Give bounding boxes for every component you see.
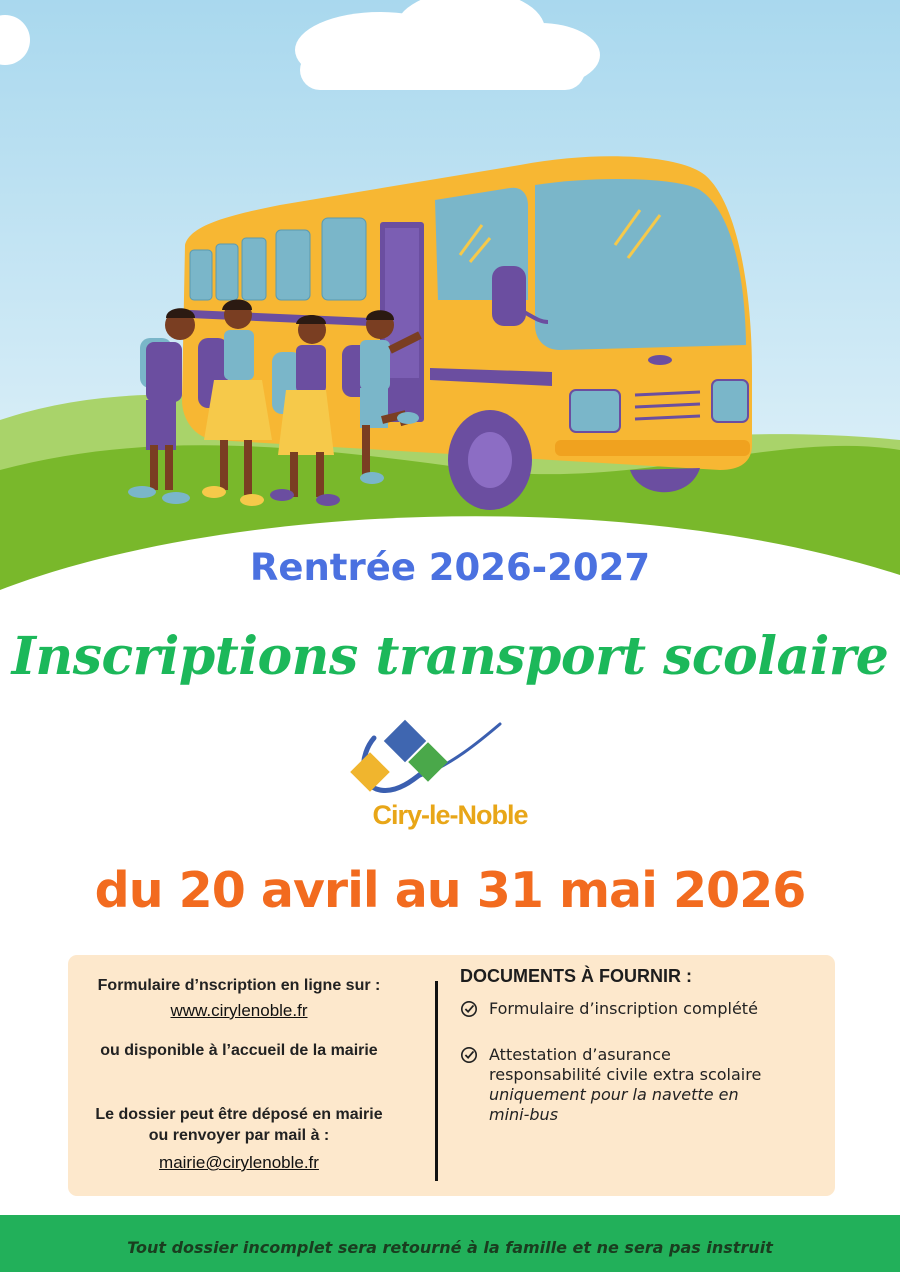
document-item-label: Formulaire d’inscription complété <box>489 999 758 1018</box>
logo-label: Ciry-le-Noble <box>372 800 528 830</box>
panel-divider <box>435 981 438 1181</box>
check-circle-icon <box>460 1046 478 1064</box>
insurance-note-line-1: uniquement pour la navette en <box>489 1085 739 1104</box>
check-circle-icon <box>460 1000 478 1018</box>
email-instruction-text: ou renvoyer par mail à : <box>148 1127 330 1144</box>
mairie-availability-text: ou disponible à l’accueil de la mairie <box>100 1042 378 1059</box>
online-form-text: Formulaire d’nscription en ligne sur : <box>97 977 381 994</box>
school-bus-illustration <box>0 0 900 620</box>
email-link[interactable]: mairie@cirylenoble.fr <box>159 1153 319 1172</box>
document-item-label <box>489 1045 809 1125</box>
footer-notice: Tout dossier incomplet sera retourné à la famille et ne sera pas instruit <box>127 1238 773 1257</box>
insurance-line-1: Attestation d’asurance <box>489 1045 671 1064</box>
insurance-note-line-2: mini-bus <box>489 1105 559 1124</box>
page-subtitle: Rentrée 2026-2027 <box>249 546 651 589</box>
insurance-line-2: responsabilité civile extra scolaire <box>489 1065 762 1084</box>
page-title: Inscriptions transport scolaire <box>11 626 889 687</box>
documents-title: DOCUMENTS À FOURNIR : <box>460 966 692 986</box>
website-link[interactable]: www.cirylenoble.fr <box>170 1001 308 1020</box>
registration-dates: du 20 avril au 31 mai 2026 <box>94 862 806 919</box>
deposit-text: Le dossier peut être déposé en mairie <box>95 1106 383 1123</box>
